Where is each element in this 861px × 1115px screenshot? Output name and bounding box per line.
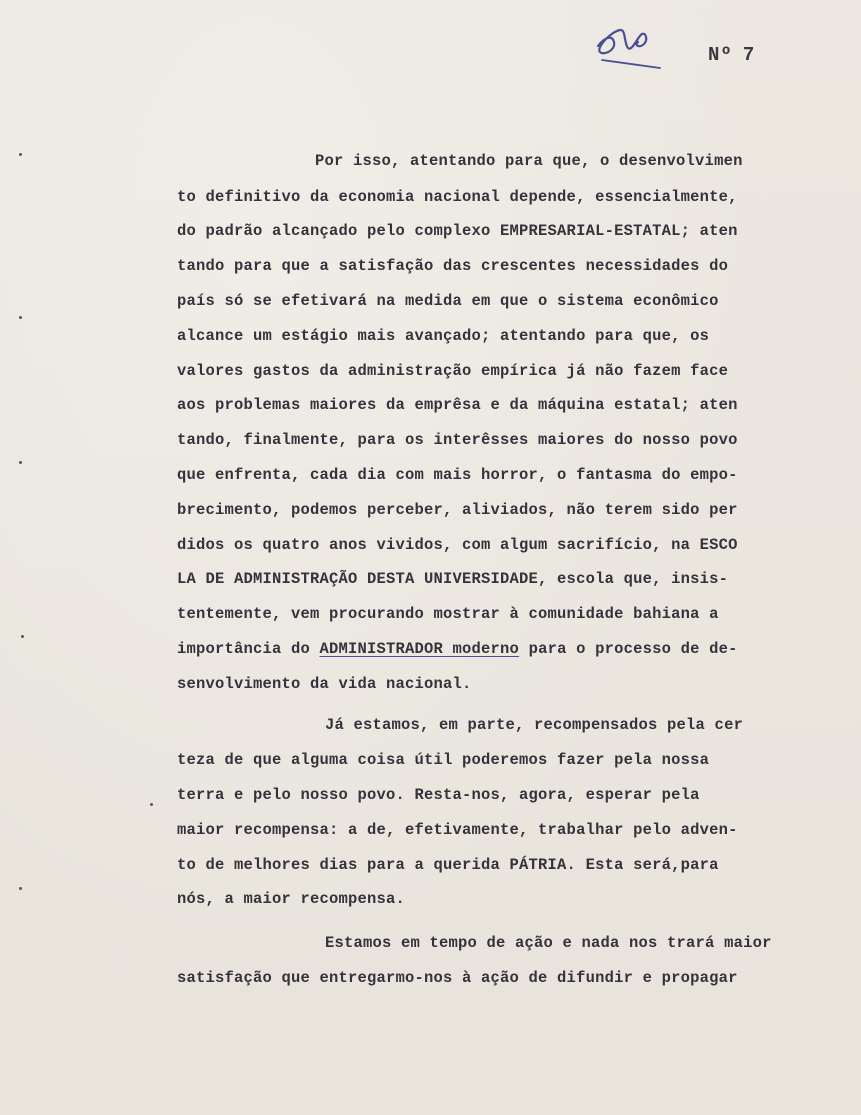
underlined-term: ADMINISTRADOR moderno xyxy=(319,640,520,658)
text-line: nós, a maior recompensa. xyxy=(177,890,406,908)
margin-speck xyxy=(150,803,153,806)
text-line: satisfação que entregarmo-nos à ação de difundir e propagar xyxy=(177,969,738,987)
text-line: tando, finalmente, para os interêsses maiores do nosso povo xyxy=(177,431,738,449)
page-number xyxy=(708,44,755,66)
text-line: que enfrenta, cada dia com mais horror, o fantasma do empo- xyxy=(177,466,738,484)
page-number-value: 7 xyxy=(742,44,756,66)
text-line: terra e pelo nosso povo. Resta-nos, agora, esperar pela xyxy=(177,786,700,804)
text-line: senvolvimento da vida nacional. xyxy=(177,675,472,693)
text-segment: importância do xyxy=(177,640,320,658)
margin-speck xyxy=(19,316,22,319)
text-line: alcance um estágio mais avançado; atentando para que, os xyxy=(177,327,710,345)
text-line: tando para que a satisfação das crescentes necessidades do xyxy=(177,257,729,275)
text-line: valores gastos da administração empírica já não fazem face xyxy=(177,362,729,380)
text-line: didos os quatro anos vividos, com algum sacrifício, na ESCO xyxy=(177,536,738,554)
margin-speck xyxy=(19,153,22,156)
text-line: brecimento, podemos perceber, aliviados, não terem sido per xyxy=(177,501,738,519)
text-line: do padrão alcançado pelo complexo EMPRESARIAL-ESTATAL; aten xyxy=(177,222,738,240)
page-number-label: Nº xyxy=(708,44,733,66)
text-line: Já estamos, em parte, recompensados pela cer xyxy=(325,716,744,734)
text-line: país só se efetivará na medida em que o sistema econômico xyxy=(177,292,719,310)
margin-speck xyxy=(21,635,24,638)
text-line: aos problemas maiores da emprêsa e da máquina estatal; aten xyxy=(177,396,738,414)
text-line xyxy=(177,640,738,658)
text-line: Por isso, atentando para que, o desenvolvimen xyxy=(315,152,743,170)
text-line: teza de que alguma coisa útil poderemos fazer pela nossa xyxy=(177,751,710,769)
text-line: tentemente, vem procurando mostrar à comunidade bahiana a xyxy=(177,605,719,623)
text-line: Estamos em tempo de ação e nada nos trará maior xyxy=(325,934,772,952)
margin-speck xyxy=(19,887,22,890)
text-line: to definitivo da economia nacional depende, essencialmente, xyxy=(177,188,738,206)
text-segment: para o processo de de- xyxy=(519,640,738,658)
handwritten-initials xyxy=(590,24,670,74)
margin-speck xyxy=(19,461,22,464)
text-line: maior recompensa: a de, efetivamente, trabalhar pelo adven- xyxy=(177,821,738,839)
text-line: LA DE ADMINISTRAÇÃO DESTA UNIVERSIDADE, escola que, insis- xyxy=(177,570,729,588)
text-line: to de melhores dias para a querida PÁTRIA. Esta será,para xyxy=(177,856,719,874)
